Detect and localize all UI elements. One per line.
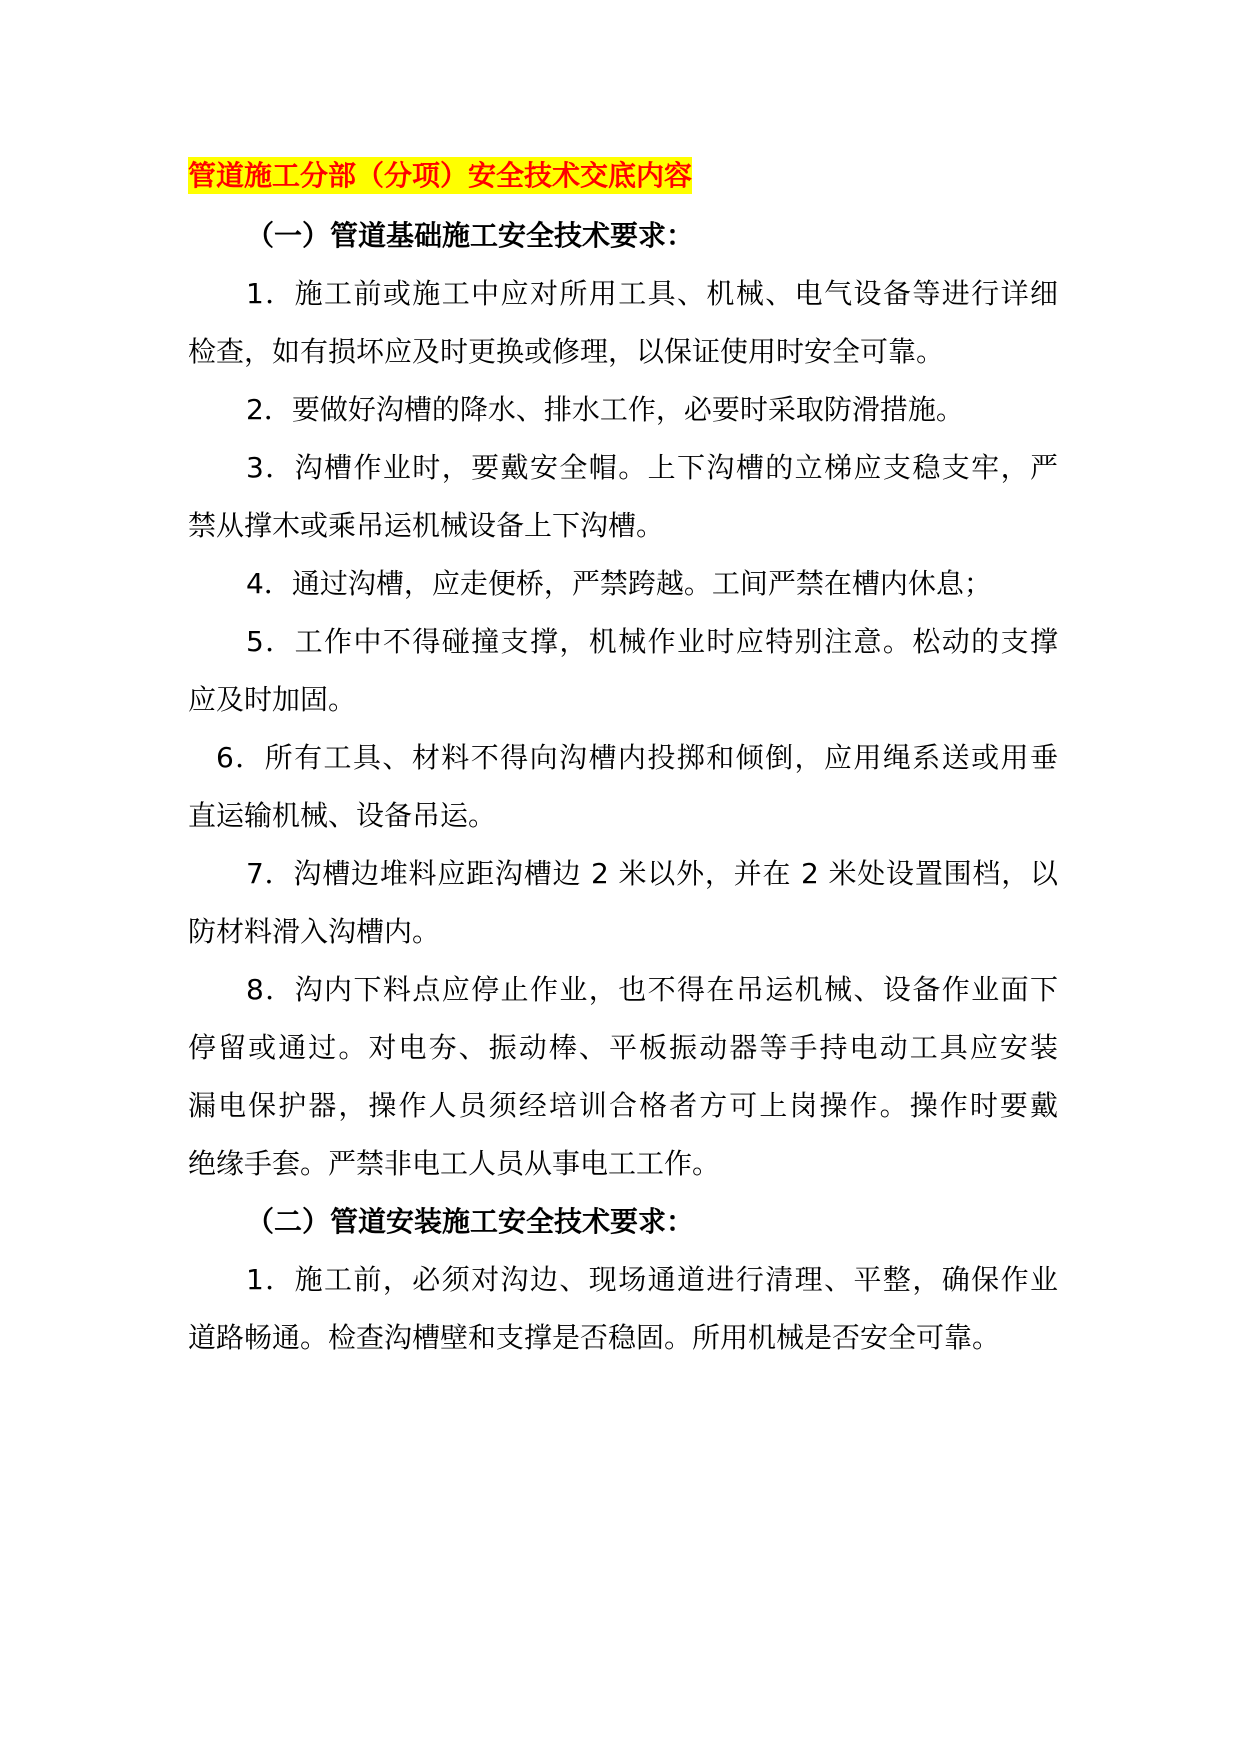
- paragraph-line: 禁从撑木或乘吊运机械设备上下沟槽。: [188, 509, 665, 542]
- document-title-text: 管道施工分部（分项）安全技术交底内容: [188, 159, 693, 192]
- paragraph-line: 6．所有工具、材料不得向沟槽内投掷和倾倒，应用绳系送或用垂: [216, 741, 1058, 774]
- paragraph-line: 检查，如有损坏应及时更换或修理，以保证使用时安全可靠。: [188, 335, 945, 368]
- paragraph-line: 漏电保护器，操作人员须经培训合格者方可上岗操作。操作时要戴: [188, 1089, 1058, 1122]
- paragraph-line: 1．施工前，必须对沟边、现场通道进行清理、平整，确保作业: [246, 1263, 1058, 1296]
- paragraph-line: 道路畅通。检查沟槽壁和支撑是否稳固。所用机械是否安全可靠。: [188, 1321, 1001, 1354]
- paragraph-line: 4．通过沟槽，应走便桥，严禁跨越。工间严禁在槽内休息；: [246, 567, 992, 600]
- section-heading-1: （一）管道基础施工安全技术要求：: [246, 219, 695, 252]
- section-heading-2: （二）管道安装施工安全技术要求：: [246, 1205, 695, 1238]
- paragraph-line: 2．要做好沟槽的降水、排水工作，必要时采取防滑措施。: [246, 393, 964, 426]
- paragraph-line: 直运输机械、设备吊运。: [188, 799, 497, 832]
- paragraph-line: 5．工作中不得碰撞支撑，机械作业时应特别注意。松动的支撑: [246, 625, 1058, 658]
- paragraph-line: 7．沟槽边堆料应距沟槽边 2 米以外，并在 2 米处设置围档，以: [246, 857, 1058, 890]
- paragraph-line: 绝缘手套。严禁非电工人员从事电工工作。: [188, 1147, 721, 1180]
- paragraph-line: 应及时加固。: [188, 683, 357, 716]
- paragraph-line: 防材料滑入沟槽内。: [188, 915, 441, 948]
- document-title: [188, 156, 1058, 196]
- paragraph-line: 8．沟内下料点应停止作业，也不得在吊运机械、设备作业面下: [246, 973, 1058, 1006]
- paragraph-line: 3．沟槽作业时，要戴安全帽。上下沟槽的立梯应支稳支牢，严: [246, 451, 1058, 484]
- paragraph-line: 停留或通过。对电夯、振动棒、平板振动器等手持电动工具应安装: [188, 1031, 1058, 1064]
- paragraph-line: 1．施工前或施工中应对所用工具、机械、电气设备等进行详细: [246, 277, 1058, 310]
